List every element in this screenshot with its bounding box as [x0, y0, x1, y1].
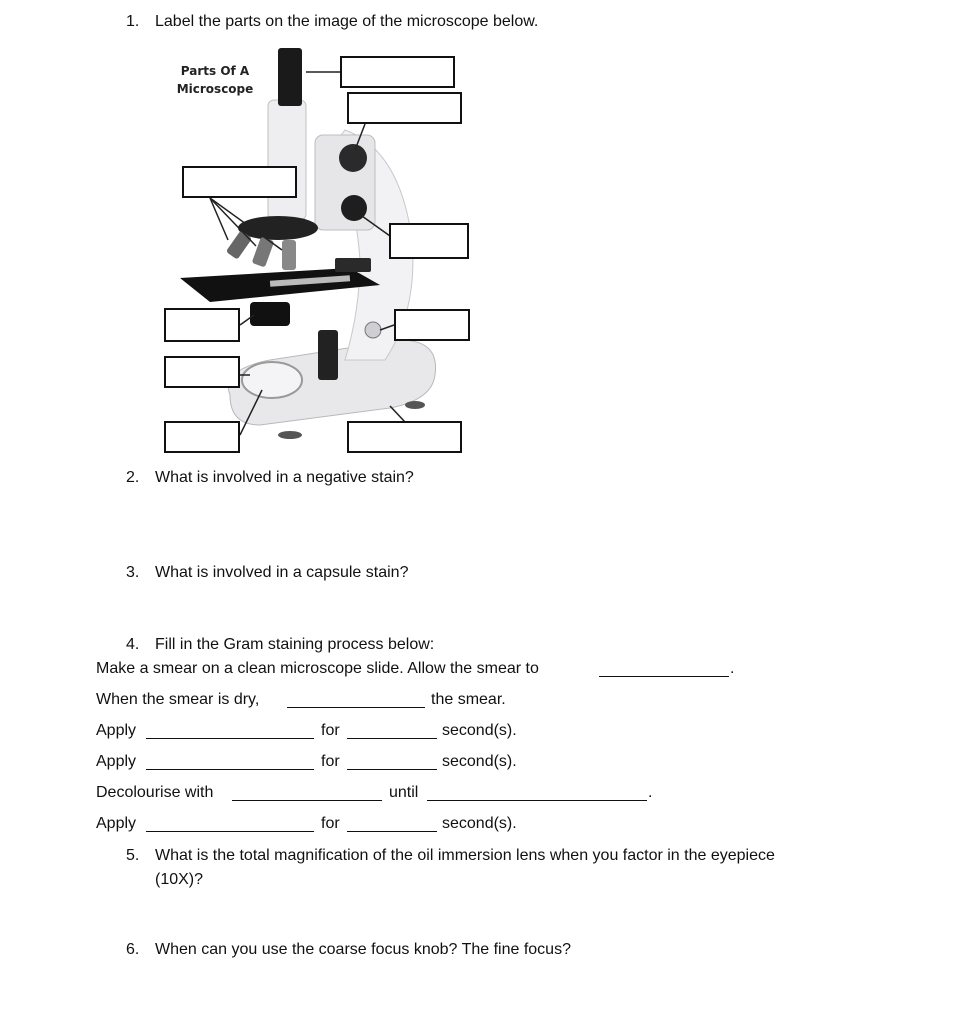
question-number: 2.: [126, 469, 140, 486]
question-text: (10X)?: [155, 871, 204, 888]
question-text: When can you use the coarse focus knob? The fine focus?: [155, 941, 571, 958]
answer-blank[interactable]: [146, 738, 314, 739]
gram-line-apply-3: [96, 814, 976, 836]
base-foot: [405, 401, 425, 409]
gram-text: .: [730, 660, 735, 677]
question-text: Label the parts on the image of the microscope below.: [155, 13, 539, 30]
pointer-line: [390, 406, 405, 422]
gram-line-smear: [96, 659, 976, 681]
diagram-title-line: Microscope: [176, 82, 254, 96]
gram-line-apply-1: [96, 721, 976, 743]
gram-text: Decolourise with: [96, 784, 214, 801]
label-box-eyepiece[interactable]: [340, 56, 455, 88]
condenser-adjust: [318, 330, 338, 380]
gram-text: for: [321, 815, 340, 832]
gram-text: second(s).: [442, 722, 517, 739]
answer-blank[interactable]: [347, 831, 437, 832]
gram-text: for: [321, 722, 340, 739]
question-number: 1.: [126, 13, 140, 30]
label-box-condenser[interactable]: [164, 356, 240, 388]
gram-text: second(s).: [442, 815, 517, 832]
gram-text: Make a smear on a clean microscope slide. Allow the smear to: [96, 660, 539, 677]
gram-text: Apply: [96, 815, 137, 832]
nosepiece: [238, 216, 318, 240]
label-box-objectives[interactable]: [182, 166, 297, 198]
answer-blank[interactable]: [146, 831, 314, 832]
light-knob: [365, 322, 381, 338]
label-box-coarse-focus[interactable]: [347, 92, 462, 124]
gram-line-apply-2: [96, 752, 976, 774]
gram-text: second(s).: [442, 753, 517, 770]
objective-lens: [282, 240, 296, 270]
answer-blank[interactable]: [427, 800, 647, 801]
gram-text: .: [648, 784, 653, 801]
gram-text: When the smear is dry,: [96, 691, 260, 708]
gram-text: until: [389, 784, 419, 801]
gram-text: Apply: [96, 753, 137, 770]
answer-blank[interactable]: [287, 707, 425, 708]
label-box-base[interactable]: [347, 421, 462, 453]
gram-text: for: [321, 753, 340, 770]
gram-text: the smear.: [431, 691, 506, 708]
coarse-knob: [339, 144, 367, 172]
answer-blank[interactable]: [599, 676, 729, 677]
diagram-title: [170, 62, 260, 98]
question-number: 3.: [126, 564, 140, 581]
base-foot: [278, 431, 302, 439]
gram-line-decolourise: [96, 783, 976, 805]
stage-knob: [335, 258, 371, 272]
body-tube: [268, 100, 306, 220]
mirror: [242, 362, 302, 398]
gram-text: Apply: [96, 722, 137, 739]
diagram-title-line: Parts Of A: [180, 64, 250, 78]
answer-blank[interactable]: [347, 738, 437, 739]
question-number: 5.: [126, 847, 140, 864]
label-box-fine-focus[interactable]: [389, 223, 469, 259]
question-text: Fill in the Gram staining process below:: [155, 636, 435, 653]
answer-blank[interactable]: [232, 800, 382, 801]
label-box-mirror[interactable]: [164, 421, 240, 453]
condenser: [250, 302, 290, 326]
question-number: 6.: [126, 941, 140, 958]
question-text: What is involved in a capsule stain?: [155, 564, 409, 581]
question-number: 4.: [126, 636, 140, 653]
question-text: What is the total magnification of the oil immersion lens when you factor in the eyepiece: [155, 847, 775, 864]
label-box-arm[interactable]: [394, 309, 470, 341]
gram-line-dry: [96, 690, 976, 712]
label-box-stage[interactable]: [164, 308, 240, 342]
answer-blank[interactable]: [347, 769, 437, 770]
eyepiece: [278, 48, 302, 106]
answer-blank[interactable]: [146, 769, 314, 770]
question-text: What is involved in a negative stain?: [155, 469, 414, 486]
